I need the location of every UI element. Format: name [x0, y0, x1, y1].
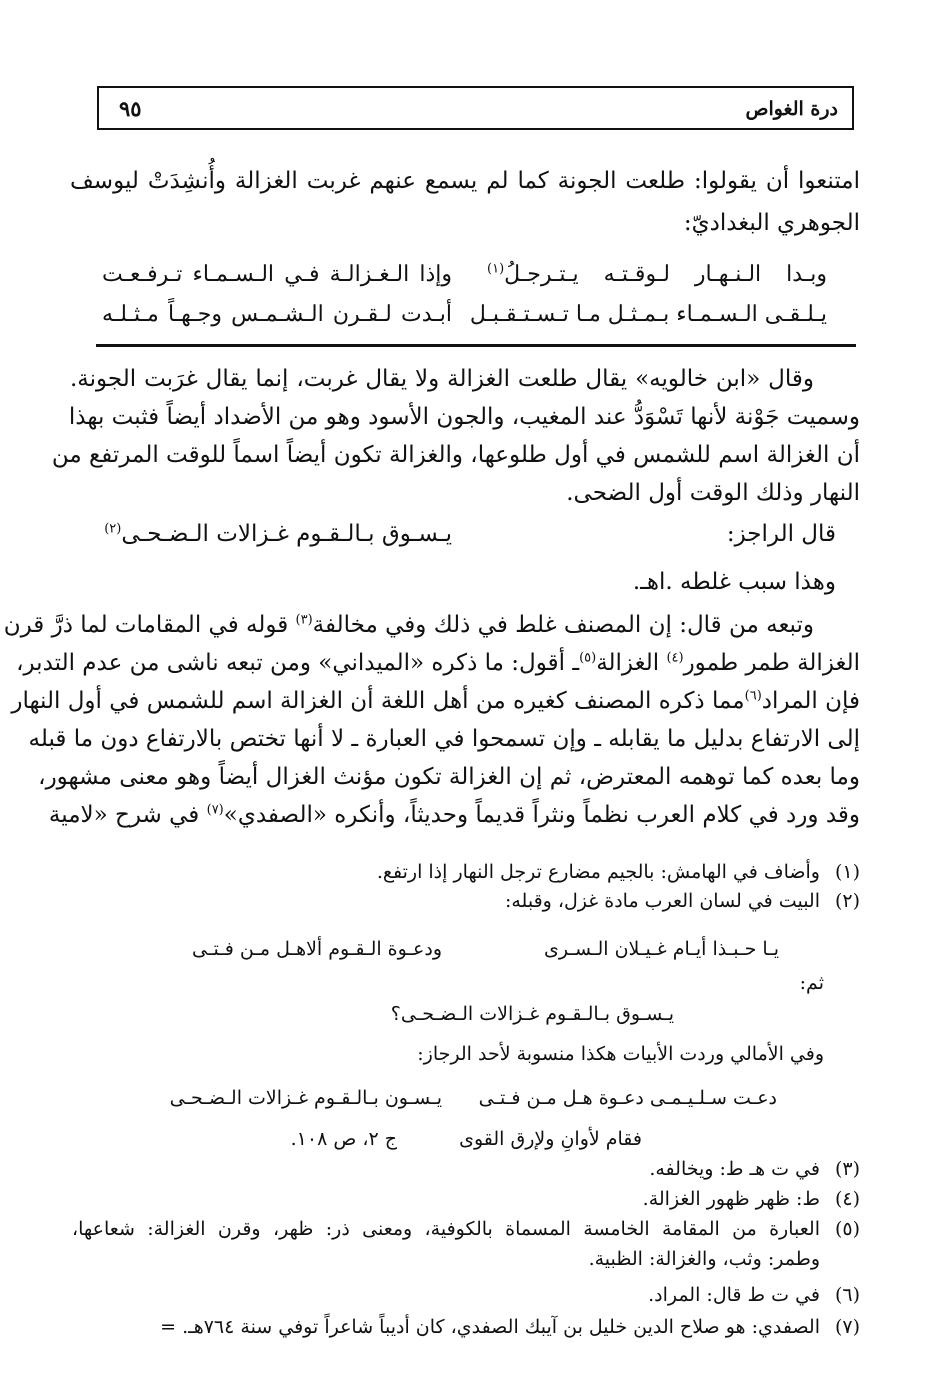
- intro-line-2: الجوهري البغداديّ:: [683, 210, 860, 236]
- text-segment: وقد ورد في كلام العرب نظماً ونثراً قديماً وحديثاً، وأنكره «الصفدي»: [223, 802, 860, 828]
- book-title: درة الغواص: [745, 98, 838, 120]
- paragraph-2-line-6: [48, 802, 860, 828]
- footnote-ref: (٦): [744, 688, 762, 704]
- footnote-2-verse-2: يـسـوق بـالـقـوم غـزالات الـضـحـى؟: [390, 1003, 674, 1025]
- footnote-4: [643, 1190, 860, 1209]
- paragraph-1-line-4: النهار وذلك الوقت أول الضحى.: [566, 480, 860, 506]
- footnote-text: العبارة من المقامة الخامسة المسماة بالكوفية، ومعنى ذر: ظهر، وقرن الغزالة: شعاعها،: [72, 1218, 820, 1240]
- paragraph-2-line-3: [11, 688, 860, 714]
- footnote-text: وأضاف في الهامش: بالجيم مضارع ترجل النهار إذا ارتفع.: [376, 861, 820, 883]
- footnote-text: البيت في لسان العرب مادة غزل، وقبله:: [504, 890, 820, 912]
- intro-line-1: امتنعوا أن يقولوا: طلعت الجونة كما لم يسمع عنهم غربت الغزالة وأُنشِدَتْ ليوسف: [70, 168, 860, 194]
- footnote-ref: (٥): [579, 650, 597, 666]
- paragraph-2-line-5: وما بعده كما توهمه المعترض، ثم إن الغزالة تكون مؤنث الغزال أيضاً وهو معنى مشهور،: [38, 764, 860, 790]
- footnote-number: (٥): [834, 1218, 860, 1240]
- text-segment: قوله في المقامات لما ذرَّ قرن: [3, 612, 296, 638]
- poem-verse-2-second-hemistich: يـلـقـى الـسـمـاء بـمـثـل مـا تـسـتـقـبـل: [469, 302, 827, 327]
- footnote-2-verse-1-first: يـا حـبـذا أيـام غـيـلان الـسـرى: [544, 938, 779, 960]
- paragraph-1-line-2: وسميت جَوْنة لأنها تَسْوَدُّ عند المغيب، والجون الأسود وهو من الأضداد أيضاً فثبت بهذا: [68, 404, 860, 430]
- rajiz-label: قال الراجز:: [726, 521, 836, 547]
- footnote-2-verse-1-second: ودعـوة الـقـوم ألاهـل مـن فـتـى: [192, 938, 442, 960]
- poem-verse-1-first-hemistich: وإذا الـغـزالـة فـي الـسـمـاء تـرفـعـت: [102, 262, 452, 287]
- footnote-5: [72, 1220, 860, 1239]
- paragraph-2-line-1: [3, 612, 814, 638]
- running-header: [97, 86, 854, 130]
- paragraph-1-line-3: أن الغزالة اسم للشمس في أول طلوعها، والغزالة تكون أيضاً اسماً للوقت المرتفع من: [51, 442, 860, 468]
- text-segment: مما ذكره المصنف كغيره من أهل اللغة أن الغزالة اسم للشمس في أول النهار: [11, 688, 745, 714]
- footnote-2: [505, 892, 860, 911]
- text-segment: وتبعه من قال: إن المصنف غلط في ذلك وفي مخالفة: [312, 612, 814, 638]
- text-segment: ـ أقول: ما ذكره «الميداني» ومن تبعه ناشى من عدم التدبر،: [16, 650, 580, 676]
- poem-verse-2-first-hemistich: أبـدت لـقـرن الـشـمـس وجـهـاً مـثـلـه: [102, 302, 452, 327]
- footnote-2-then: ثم:: [799, 972, 824, 994]
- footnote-ref: (٢): [104, 521, 122, 537]
- footnote-ref: (٧): [206, 802, 224, 818]
- verse-text: يـسـوق بـالـقـوم غـزالات الـضـحـى: [121, 521, 452, 547]
- footnote-text: في ت ط قال: المراد.: [648, 1284, 820, 1306]
- footnote-ref: (٣): [295, 612, 313, 628]
- footnote-2-verse-3-first: دعـت سـلـيـمـى دعـوة هـل مـن فـتـى: [478, 1087, 777, 1109]
- footnote-number: (١): [834, 861, 860, 883]
- text-segment: فإن المراد: [761, 688, 860, 714]
- footnote-number: (٦): [834, 1284, 860, 1306]
- footnote-number: (٢): [834, 890, 860, 912]
- footnote-2-verse-4: فقام لأوانِ ولإرق القوى: [459, 1128, 642, 1150]
- paragraph-1-line-1: وقال «ابن خالويه» يقال طلعت الغزالة ولا يقال غربت، إنما يقال غرَبت الجونة.: [70, 366, 814, 392]
- footnote-text: ط: ظهر ظهور الغزالة.: [642, 1188, 820, 1210]
- paragraph-2-line-4: إلى الارتفاع بدليل ما يقابله ـ وإن تسمحوا في العبارة ـ لا أنها تختص بالارتفاع دون ما قبله: [28, 726, 860, 752]
- footnote-number: (٣): [834, 1158, 860, 1180]
- hemistich-text: وبـدا الـنـهـار لـوقـتـه يـتـرجـلُ: [504, 262, 827, 287]
- paragraph-2-line-2: [16, 650, 860, 676]
- text-segment: في شرح «لامية: [48, 802, 207, 828]
- footnote-5-continuation: وطمر: وثب، والغزالة: الظبية.: [588, 1248, 820, 1270]
- footnote-3: [649, 1160, 860, 1179]
- footnote-ref: (٤): [666, 650, 684, 666]
- footnote-number: (٧): [834, 1316, 860, 1338]
- page-number: ٩٥: [119, 96, 142, 121]
- poem-verse-1-second-hemistich: [487, 262, 827, 287]
- conclusion-line: وهذا سبب غلطه .اهـ.: [632, 569, 836, 595]
- footnote-text: في ت هـ ط: ويخالفه.: [649, 1158, 820, 1180]
- footnote-number: (٤): [834, 1188, 860, 1210]
- rajiz-verse: [104, 523, 452, 546]
- footnote-2-amali: وفي الأمالي وردت الأبيات هكذا منسوبة لأحد الرجاز:: [417, 1043, 824, 1065]
- footnote-2-verse-3-second: يـسـون بـالـقـوم غـزالات الـضـحـى: [169, 1087, 442, 1109]
- footnote-text: الصفدي: هو صلاح الدين خليل بن آيبك الصفدي، كان أديباً شاعراً توفي سنة ٧٦٤هـ. =: [160, 1316, 820, 1338]
- footnote-ref: (١): [487, 261, 505, 277]
- footnote-6: [648, 1286, 860, 1305]
- text-segment: الغزالة طمر طمور: [683, 650, 860, 676]
- footnote-2-reference: ج ٢، ص ١٠٨.: [290, 1128, 397, 1150]
- footnote-7: [160, 1318, 860, 1337]
- text-segment: الغزالة: [596, 650, 667, 676]
- section-divider: [96, 344, 856, 347]
- footnote-1: [377, 863, 860, 882]
